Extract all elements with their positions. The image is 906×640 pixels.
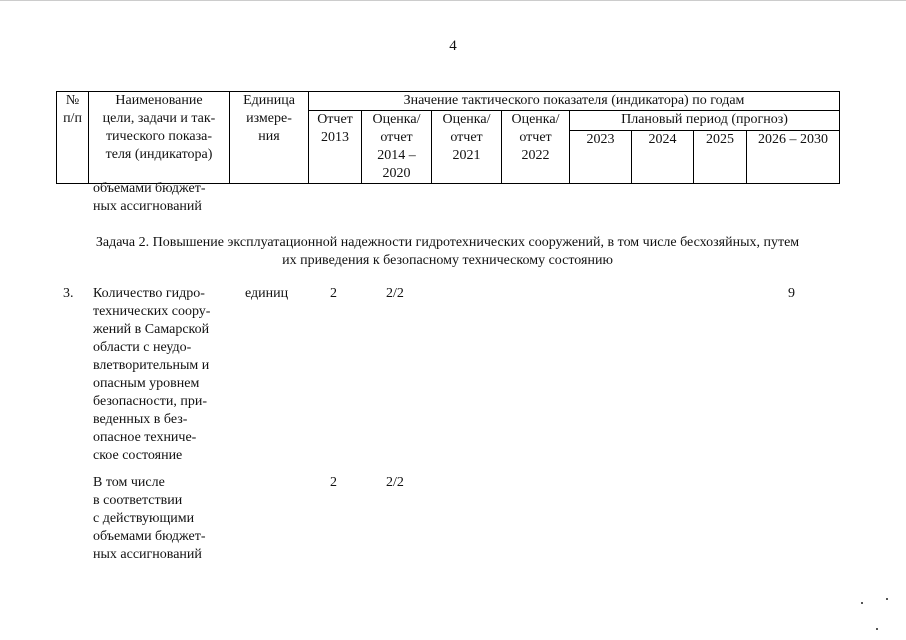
scan-speck [886,598,888,600]
subrow-report-2013: 2 [330,475,337,490]
row-3-report-2013: 2 [330,286,337,301]
scan-speck [861,602,863,604]
task-2-heading: Задача 2. Повышение эксплуатационной надежности гидротехнических сооружений, в том числе бесхозяйных, путем их приведения к безопасному техническому состоянию [95,235,800,268]
row-3-value-2026-2030: 9 [788,286,795,301]
row-3-unit: единиц [245,286,289,301]
indicator-table-header [56,91,840,184]
header-estimate-2021: Оценка/ отчет 2021 [432,111,502,184]
header-number-cell: № п/п [57,92,89,184]
header-estimate-2022: Оценка/ отчет 2022 [502,111,570,184]
subrow-indicator-name: В том числе в соответствии с действующими объемами бюджет- ных ассигнований [93,475,206,562]
header-estimate-2014-2020: Оценка/ отчет 2014 – 2020 [362,111,432,184]
header-name-cell: Наименование цели, задачи и так- тического показа- теля (индикатора) [89,92,230,184]
carryover-text: объемами бюджет- ных ассигнований [93,181,206,214]
header-group-title: Значение тактического показателя (индикатора) по годам [309,92,840,111]
header-report-2013: Отчет 2013 [309,111,362,184]
header-unit-cell: Единица измере- ния [230,92,309,184]
header-year-2024: 2024 [632,130,694,183]
page-top-edge [0,0,906,4]
row-3-number: 3. [63,286,74,301]
row-3-estimate-2014-2020: 2/2 [386,286,404,301]
header-plan-period: Плановый период (прогноз) [570,111,840,131]
header-year-2025: 2025 [694,130,747,183]
row-3-indicator-name: Количество гидро- технических соору- жений в Самарской области с неудо- влетворительным и опасным уровнем безопасности, при- веденных в без- опасное техниче- ское состояние [93,286,211,463]
scan-speck [876,628,878,630]
page-number: 4 [449,38,457,54]
header-year-2026-2030: 2026 – 2030 [747,130,840,183]
subrow-estimate-2014-2020: 2/2 [386,475,404,490]
header-year-2023: 2023 [570,130,632,183]
